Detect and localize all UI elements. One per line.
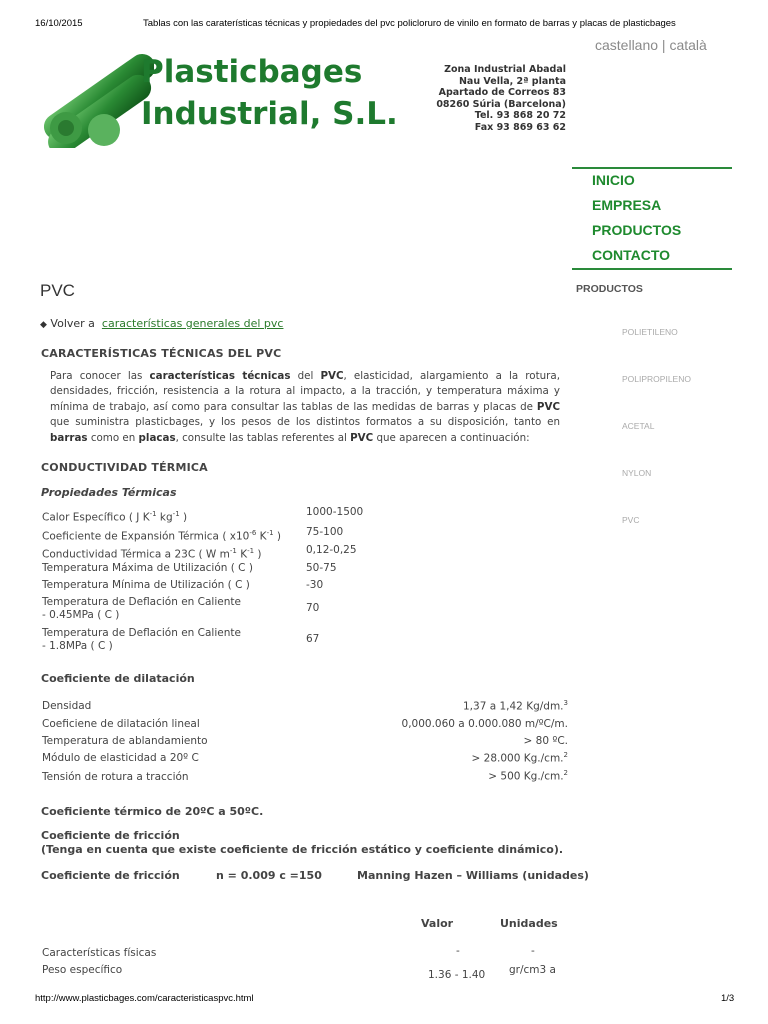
dilation-row-value: > 500 Kg./cm.$^2$ <box>488 769 568 783</box>
print-page-number: 1/3 <box>721 993 735 1004</box>
dilation-row-value: 1,37 a 1,42 Kg/dm.$^3$ <box>463 699 568 713</box>
address-line: Apartado de Correos 83 <box>438 87 566 98</box>
nav-top-divider <box>572 167 732 169</box>
intro-bold: PVC <box>536 400 560 413</box>
thermal-row-label: Temperatura Máxima de Utilización ( C ) <box>42 562 253 574</box>
back-link-row <box>40 317 283 330</box>
intro-bold: características técnicas <box>149 370 291 382</box>
tech-heading: CARACTERÍSTICAS TÉCNICAS DEL PVC <box>41 347 282 360</box>
logo-line-2: Industrial, S.L. <box>141 96 398 132</box>
address-phone: Tel. 93 868 20 72 <box>474 110 566 121</box>
dilation-row-value: > 28.000 Kg./cm.$^2$ <box>471 751 568 765</box>
dilation-row-label: Tensión de rotura a tracción <box>42 771 189 783</box>
address-line: Zona Industrial Abadal <box>444 64 566 75</box>
company-address <box>400 64 566 133</box>
sidebar-item-nylon[interactable]: NYLON <box>622 468 652 478</box>
intro-bold: barras <box>50 431 88 444</box>
physical-row-value: 1.36 - 1.40 <box>428 969 486 981</box>
company-logo[interactable] <box>36 38 401 150</box>
physical-row-label: Características físicas <box>42 947 157 959</box>
address-fax: Fax 93 869 63 62 <box>474 121 566 133</box>
thermal-row-value: 67 <box>306 633 320 645</box>
thermal-row-label: Coeficiente de Expansión Térmica ( $x10^{-6}$ $K^{-1}$ ) <box>42 529 281 543</box>
thermal-row-value: -30 <box>306 579 324 591</box>
intro-text: que aparecen a continuación: <box>373 431 530 444</box>
intro-bold: placas <box>138 431 176 444</box>
dilation-heading: Coeficiente de dilatación <box>41 672 195 685</box>
sidebar-heading: PRODUCTOS <box>576 283 643 295</box>
nav-inicio[interactable]: INICIO <box>592 172 635 188</box>
thermal-row-label: Temperatura de Deflación en Caliente - 0.45MPa ( C ) <box>42 596 241 621</box>
thermal-coefficient-heading: Coeficiente térmico de 20ºC a 50ºC. <box>41 805 264 818</box>
back-link[interactable]: características generales del pvc <box>101 317 284 330</box>
nav-empresa[interactable]: EMPRESA <box>592 197 662 213</box>
intro-bold: PVC <box>320 370 344 382</box>
intro-text: que suministra plasticbages, y los pesos de los distintos formatos a su disposición, tanto en <box>50 416 560 429</box>
address-line: 08260 Súria (Barcelona) <box>436 98 566 110</box>
page-title: PVC <box>40 281 75 300</box>
thermal-row-value: 75-100 <box>306 526 344 538</box>
nav-contacto[interactable]: CONTACTO <box>592 247 671 263</box>
back-prefix: Volver a <box>50 317 95 330</box>
print-title: Tablas con las caraterísticas técnicas y propiedades del pvc policloruro de vinilo en formato de barras y placas de plasticbages <box>143 18 676 29</box>
sidebar-item-acetal[interactable]: ACETAL <box>622 421 655 431</box>
thermal-row-label: Temperatura de Deflación en Caliente - 1.8MPa ( C ) <box>42 627 241 652</box>
friction-row-label: Coeficiente de fricción <box>41 869 180 882</box>
thermal-row-value: 70 <box>306 602 320 614</box>
tech-intro <box>50 369 560 446</box>
col-header-value: Valor <box>421 917 454 930</box>
nav-productos[interactable]: PRODUCTOS <box>592 222 682 238</box>
thermal-row-value: 50-75 <box>306 562 337 574</box>
logo-line-1: Plasticbages <box>141 54 363 90</box>
sidebar-item-polietileno[interactable]: POLIETILENO <box>622 327 678 337</box>
nav-bottom-divider <box>572 268 732 270</box>
print-url: http://www.plasticbages.com/caracteristicaspvc.html <box>35 993 254 1004</box>
physical-row-label: Peso específico <box>42 964 123 976</box>
dilation-row-value: 0,000.060 a 0.000.080 m/ºC/m. <box>401 718 568 730</box>
thermal-row-label: Temperatura Mínima de Utilización ( C ) <box>42 579 250 591</box>
intro-text: Para conocer las <box>50 370 150 382</box>
address-line: Nau Vella, 2ª planta <box>458 75 566 87</box>
physical-row-units: gr/cm3 a <box>509 964 556 976</box>
thermal-heading: CONDUCTIVIDAD TÉRMICA <box>41 461 208 474</box>
friction-row-values: n = 0.009 c =150 <box>216 869 322 882</box>
thermal-row-value: 1000-1500 <box>306 506 364 518</box>
friction-note: (Tenga en cuenta que existe coeficiente de fricción estático y coeficiente dinámico). <box>41 843 564 856</box>
intro-text: del <box>290 370 321 382</box>
dilation-row-label: Densidad <box>42 700 92 712</box>
print-date: 16/10/2015 <box>35 18 83 29</box>
sidebar-item-pvc[interactable]: PVC <box>622 515 640 525</box>
intro-text: como en <box>87 431 139 444</box>
friction-row-method: Manning Hazen – Williams (unidades) <box>357 869 589 882</box>
thermal-row-value: 0,12-0,25 <box>306 544 357 556</box>
sidebar-item-polipropileno[interactable]: POLIPROPILENO <box>622 374 691 384</box>
intro-bold: PVC <box>350 431 374 444</box>
dilation-row-value: > 80 ºC. <box>523 735 568 747</box>
diamond-bullet-icon: ◆ <box>40 320 47 330</box>
physical-row-units: - <box>531 945 535 957</box>
dilation-row-label: Módulo de elasticidad a 20º C <box>42 752 199 764</box>
dilation-row-label: Temperatura de ablandamiento <box>42 735 208 747</box>
dilation-row-label: Coeficiene de dilatación lineal <box>42 718 200 730</box>
pipes-logo-icon <box>44 44 154 148</box>
thermal-subheading: Propiedades Térmicas <box>41 486 177 499</box>
physical-row-value: - <box>456 945 460 957</box>
col-header-units: Unidades <box>500 917 558 930</box>
thermal-row-label: Conductividad Térmica a 23C ( W $m^{-1}$ $K^{-1}$ ) <box>42 547 262 561</box>
language-switcher[interactable]: castellano | català <box>595 37 707 53</box>
intro-text: , consulte las tablas referentes al <box>175 431 351 444</box>
friction-heading: Coeficiente de fricción <box>41 829 180 842</box>
intro-text: , elasticidad, alargamiento a la rotura, densidades, fricción, resistencia a la rotura al impacto, a la tracción, y temperatura máxima y mínima de trabajo, así como para consultar las tablas de las medidas de barras y placas de <box>50 370 560 413</box>
thermal-row-label: Calor Específico ( J $K^{-1}$ $kg^{-1}$ ) <box>42 510 188 524</box>
